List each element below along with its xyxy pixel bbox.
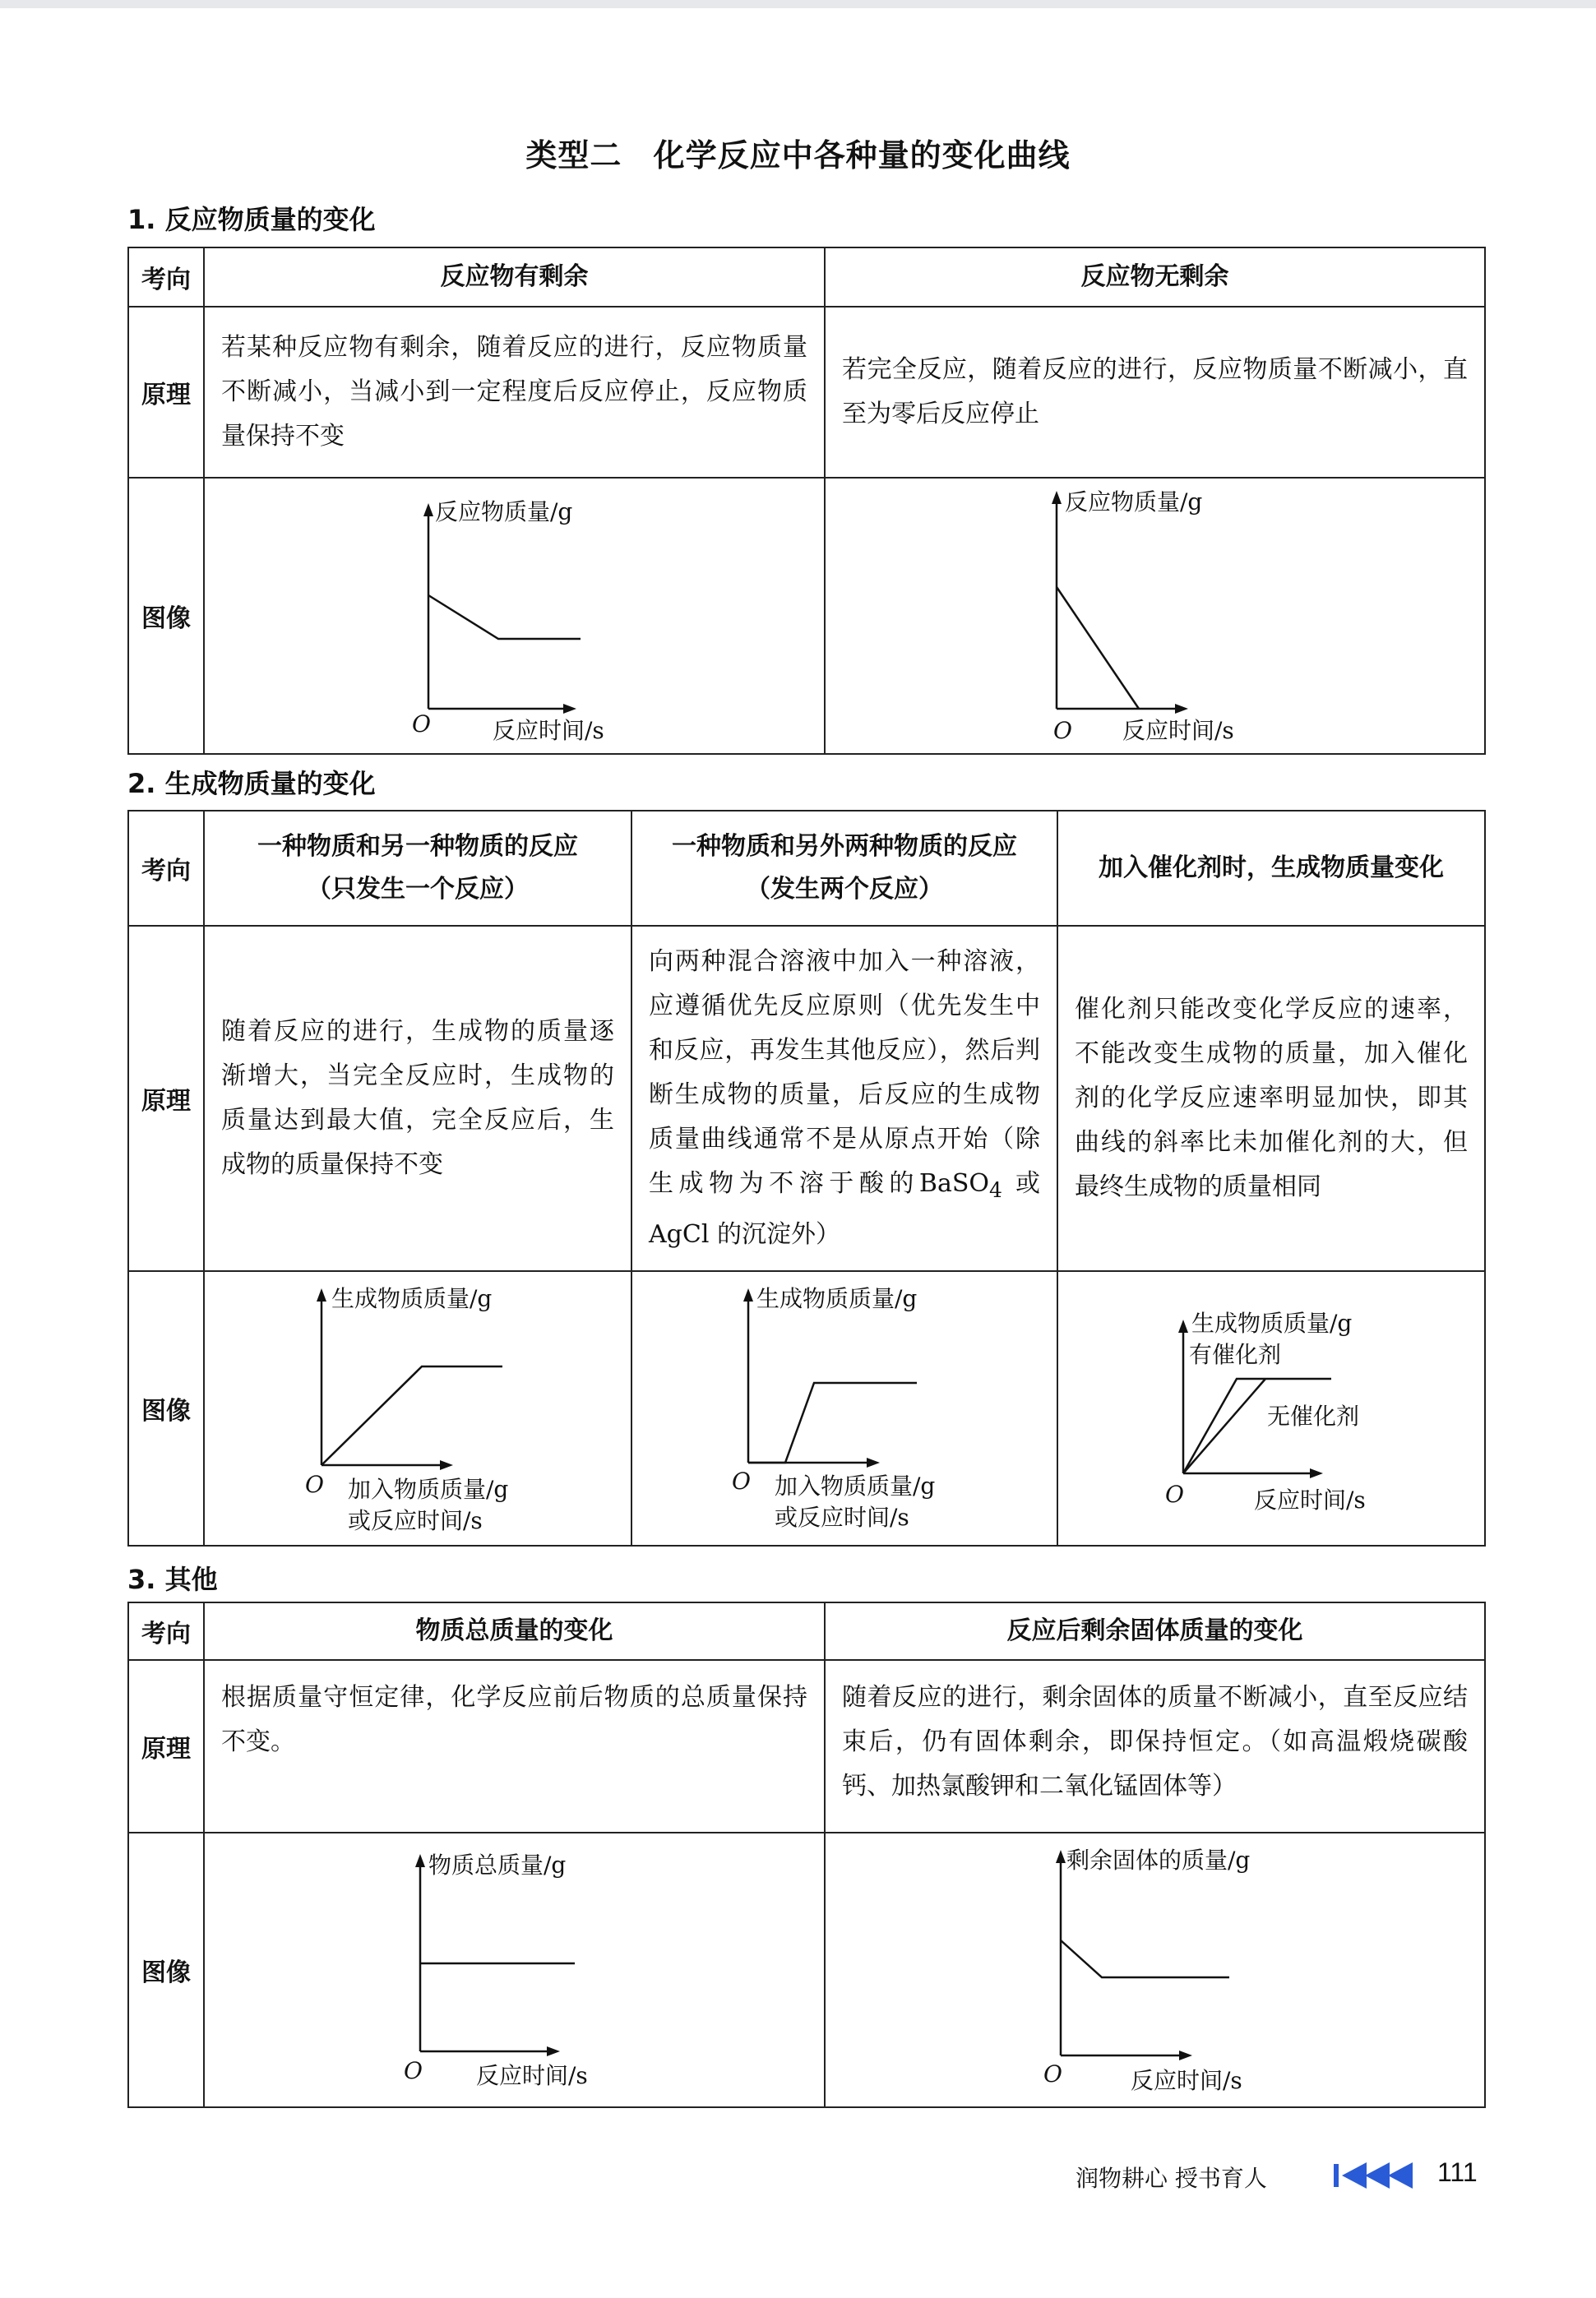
y-label: 反应物质量/g (1064, 488, 1202, 516)
graph-remaining-solid (826, 1833, 1484, 2103)
graph-cell (1057, 1271, 1485, 1546)
principle-text-end: 或 AgCl 的沉淀外） (649, 1169, 1040, 1249)
y-axis-arrow-icon (1056, 1850, 1066, 1863)
page-number: 111 (1437, 2157, 1478, 2187)
graph-two-reactions (633, 1272, 1057, 1542)
label-kaoxiang: 考向 (128, 1602, 204, 1660)
header-catalyst: 加入催化剂时，生成物质量变化 (1057, 811, 1485, 926)
graph-cell (204, 1833, 825, 2107)
curve (428, 595, 581, 639)
y-axis-arrow-icon (423, 503, 433, 516)
x-label-line2: 或反应时间/s (347, 1507, 483, 1534)
header-reactant-none: 反应物无剩余 (825, 247, 1485, 307)
graph-cell (204, 1271, 631, 1546)
header-line2: （只发生一个反应） (307, 875, 529, 904)
y-label: 生成物质质量/g (756, 1285, 917, 1312)
title-prefix: 类型二 (525, 137, 622, 173)
label-kaoxiang: 考向 (128, 811, 204, 926)
section1-heading: 1. 反应物质量的变化 (127, 204, 376, 235)
principle-total-mass: 根据质量守恒定律，化学反应前后物质的总质量保持不变。 (204, 1660, 825, 1833)
origin: O (411, 710, 431, 737)
principle-reactant-remaining: 若某种反应物有剩余，随着反应的进行，反应物质量不断减小，当减小到一定程度后反应停止，反应物质量保持不变 (204, 307, 825, 478)
y-axis-arrow-icon (415, 1854, 425, 1867)
title-text: 化学反应中各种量的变化曲线 (653, 137, 1071, 173)
y-axis-arrow-icon (1178, 1320, 1188, 1333)
rewind-arrows-icon (1334, 2161, 1424, 2190)
x-label: 反应时间/s (1122, 717, 1234, 744)
header-reactant-remaining: 反应物有剩余 (204, 247, 825, 307)
origin: O (1052, 717, 1072, 744)
label-yuanli: 原理 (128, 926, 204, 1271)
curve (748, 1383, 917, 1463)
curve (1061, 1940, 1229, 1977)
label-kaoxiang: 考向 (128, 247, 204, 307)
x-axis-arrow-icon (1179, 2051, 1192, 2060)
y-label: 剩余固体的质量/g (1066, 1847, 1250, 1874)
header-two-reactions (631, 811, 1057, 926)
section3-table (127, 1602, 1486, 2108)
origin: O (731, 1468, 751, 1495)
header-total-mass: 物质总质量的变化 (204, 1602, 825, 1660)
section1-table (127, 247, 1486, 755)
x-axis-arrow-icon (1310, 1468, 1323, 1478)
principle-catalyst: 催化剂只能改变化学反应的速率，不能改变生成物的质量，加入催化剂的化学反应速率明显加快，即其曲线的斜率比未加催化剂的大，但最终生成物的质量相同 (1057, 926, 1485, 1271)
header-line1: 一种物质和另一种物质的反应 (257, 832, 578, 861)
x-axis-arrow-icon (867, 1458, 880, 1468)
formula-subscript: 4 (989, 1178, 1002, 1202)
label-tuxiang: 图像 (128, 1833, 204, 2107)
y-axis-arrow-icon (317, 1288, 326, 1302)
principle-text: 向两种混合溶液中加入一种溶液，应遵循优先反应原则（优先发生中和反应，再发生其他反应），然后判断生成物的质量，后反应的生成物质量曲线通常不是从原点开始（除生成物为不溶于酸的 (649, 947, 1040, 1198)
principle-one-reaction: 随着反应的进行，生成物的质量逐渐增大，当完全反应时，生成物的质量达到最大值，完全反应后，生成物的质量保持不变 (204, 926, 631, 1271)
x-axis-arrow-icon (563, 704, 576, 714)
line-label-without-catalyst: 无催化剂 (1266, 1403, 1359, 1430)
principle-remaining-solid: 随着反应的进行，剩余固体的质量不断减小，直至反应结束后，仍有固体剩余，即保持恒定。（如高温煅烧碳酸钙、加热氯酸钾和二氧化锰固体等） (825, 1660, 1485, 1833)
graph-reactant-remaining (206, 479, 823, 750)
principle-reactant-none: 若完全反应，随着反应的进行，反应物质量不断减小，直至为零后反应停止 (825, 307, 1485, 478)
graph-one-reaction (206, 1272, 630, 1542)
section3-heading: 3. 其他 (127, 1564, 218, 1595)
x-label: 反应时间/s (475, 2062, 588, 2089)
y-label: 物质总质量/g (428, 1852, 566, 1879)
origin: O (403, 2057, 423, 2084)
graph-catalyst (1060, 1272, 1483, 1542)
graph-cell (204, 478, 825, 754)
y-axis-arrow-icon (743, 1288, 753, 1302)
graph-reactant-none (826, 479, 1484, 750)
curve (322, 1366, 502, 1465)
x-label-line1: 加入物质质量/g (774, 1473, 935, 1500)
header-line1: 一种物质和另外两种物质的反应 (672, 832, 1017, 861)
graph-cell (825, 478, 1485, 754)
y-label: 反应物质量/g (434, 498, 572, 525)
top-edge (0, 0, 1596, 8)
y-label: 生成物质质量/g (1191, 1310, 1352, 1337)
x-label: 反应时间/s (1130, 2067, 1242, 2094)
x-label-line2: 或反应时间/s (774, 1504, 909, 1531)
x-axis-arrow-icon (547, 2046, 560, 2056)
label-yuanli: 原理 (128, 307, 204, 478)
curve-without-catalyst (1183, 1379, 1265, 1473)
footer-slogan: 润物耕心 授书育人 (1076, 2165, 1267, 2192)
x-axis-arrow-icon (440, 1460, 453, 1470)
header-one-reaction (204, 811, 631, 926)
x-label-line1: 加入物质质量/g (347, 1476, 508, 1503)
formula-baso: BaSO (918, 1169, 989, 1198)
graph-cell (631, 1271, 1057, 1546)
x-label: 反应时间/s (1253, 1487, 1366, 1514)
origin: O (1164, 1481, 1184, 1508)
line-label-with-catalyst: 有催化剂 (1188, 1341, 1281, 1368)
x-label: 反应时间/s (492, 717, 604, 744)
origin: O (304, 1471, 324, 1498)
y-axis-arrow-icon (1052, 491, 1062, 504)
label-tuxiang: 图像 (128, 478, 204, 754)
section2-table (127, 810, 1486, 1547)
principle-two-reactions (631, 926, 1057, 1271)
curve (1057, 587, 1139, 709)
section2-heading: 2. 生成物质量的变化 (127, 768, 376, 799)
page-title (0, 130, 1596, 175)
label-tuxiang: 图像 (128, 1271, 204, 1546)
y-label: 生成物质质量/g (331, 1285, 492, 1312)
label-yuanli: 原理 (128, 1660, 204, 1833)
graph-total-mass (206, 1833, 823, 2103)
origin: O (1043, 2060, 1062, 2088)
graph-cell (825, 1833, 1485, 2107)
x-axis-arrow-icon (1175, 704, 1188, 714)
header-line2: （发生两个反应） (746, 875, 943, 904)
header-remaining-solid: 反应后剩余固体质量的变化 (825, 1602, 1485, 1660)
